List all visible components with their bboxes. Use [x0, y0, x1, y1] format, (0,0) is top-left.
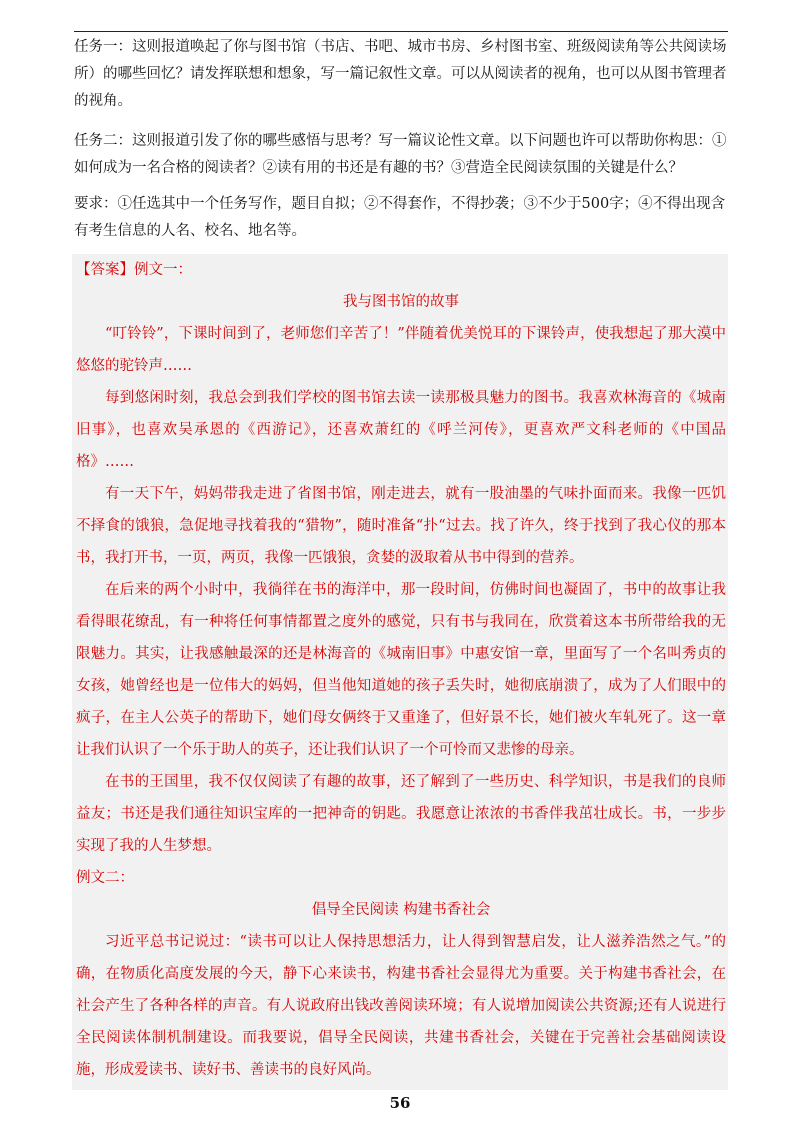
requirements-text: 要求：①任选其中一个任务写作，题目自拟；②不得套作，不得抄袭；③不少于500字；④不得出现含有考生信息的人名、校名、地名等。: [74, 196, 726, 239]
header-rule: [74, 31, 728, 32]
essay1-paragraph: 有一天下午，妈妈带我走进了省图书馆，刚走进去，就有一股油墨的气味扑面而来。我像一匹饥不择食的饿狼，急促地寻找着我的“猎物”，随时准备“扑“过去。找了许久，终于找到了我心仪的那本书，我打开书，一页，两页，我像一匹饿狼，贪婪的汲取着从书中得到的营养。: [76, 486, 726, 566]
essay2-title: 倡导全民阅读 构建书香社会: [311, 902, 491, 918]
essay2-paragraph: [76, 1086, 726, 1090]
requirements: [74, 191, 728, 245]
essay2-paragraph: 习近平总书记说过：“读书可以让人保持思想活力，让人得到智慧启发，让人滋养浩然之气。”的确，在物质化高度发展的今天，静下心来读书，构建书香社会显得尤为重要。关于构建书香社会，在社会产生了各种各样的声音。有人说政府出钱改善阅读环境；有人说增加阅读公共资源;还有人说进行全民阅读体制机制建设。而我要说，倡导全民阅读，共建书香社会，关键在于完善社会基础阅读设施，形成爱读书、读好书、善读书的良好风尚。: [76, 934, 726, 1078]
task-one-text: 任务一：这则报道唤起了你与图书馆（书店、书吧、城市书房、乡村图书室、班级阅读角等公共阅读场所）的哪些回忆？请发挥联想和想象，写一篇记叙性文章。可以从阅读者的视角，也可以从图书管理者的视角。: [74, 39, 727, 109]
page-number: 56: [389, 1094, 411, 1112]
essay1-paragraph: 在后来的两个小时中，我徜徉在书的海洋中，那一段时间，仿佛时间也凝固了，书中的故事让我看得眼花缭乱，有一种将任何事情都置之度外的感觉，只有书与我同在，欣赏着这本书所带给我的无限魅力。其实，让我感触最深的还是林海音的《城南旧事》中惠安馆一章，里面写了一个名叫秀贞的女孩，她曾经也是一位伟大的妈妈，但当他知道她的孩子丢失时，她彻底崩溃了，成为了人们眼中的疯子，在主人公英子的帮助下，她们母女俩终于又重逢了，但好景不长，她们被火车轧死了。这一章让我们认识了一个乐于助人的英子，还让我们认识了一个可怜而又悲惨的母亲。: [76, 582, 726, 758]
essay2-label: 例文二：: [76, 870, 134, 886]
essay1-paragraph: “叮铃铃”，下课时间到了，老师您们辛苦了！”伴随着优美悦耳的下课铃声，使我想起了那大漠中悠悠的驼铃声……: [76, 326, 726, 374]
essay1-paragraph: 每到悠闲时刻，我总会到我们学校的图书馆去读一读那极具魅力的图书。我喜欢林海音的《城南旧事》，也喜欢吴承恩的《西游记》，还喜欢萧红的《呼兰河传》，更喜欢严文科老师的《中国品格》……: [76, 390, 726, 470]
task-one: [74, 34, 728, 115]
task-two-text: 任务二：这则报道引发了你的哪些感悟与思考？写一篇议论性文章。以下问题也许可以帮助你构思：①如何成为一名合格的阅读者？②读有用的书还是有趣的书？③营造全民阅读氛围的关键是什么？: [74, 133, 727, 176]
task-two: [74, 128, 728, 182]
answer-label: 【答案】例文一：: [76, 262, 192, 278]
essay1-paragraph: 在书的王国里，我不仅仅阅读了有趣的故事，还了解到了一些历史、科学知识，书是我们的良师益友；书还是我们通往知识宝库的一把神奇的钥匙。我愿意让浓浓的书香伴我茁壮成长。书，一步步实现了我的人生梦想。: [76, 774, 726, 854]
essay1-title: 我与图书馆的故事: [343, 294, 459, 310]
answer-section: [72, 254, 728, 1090]
